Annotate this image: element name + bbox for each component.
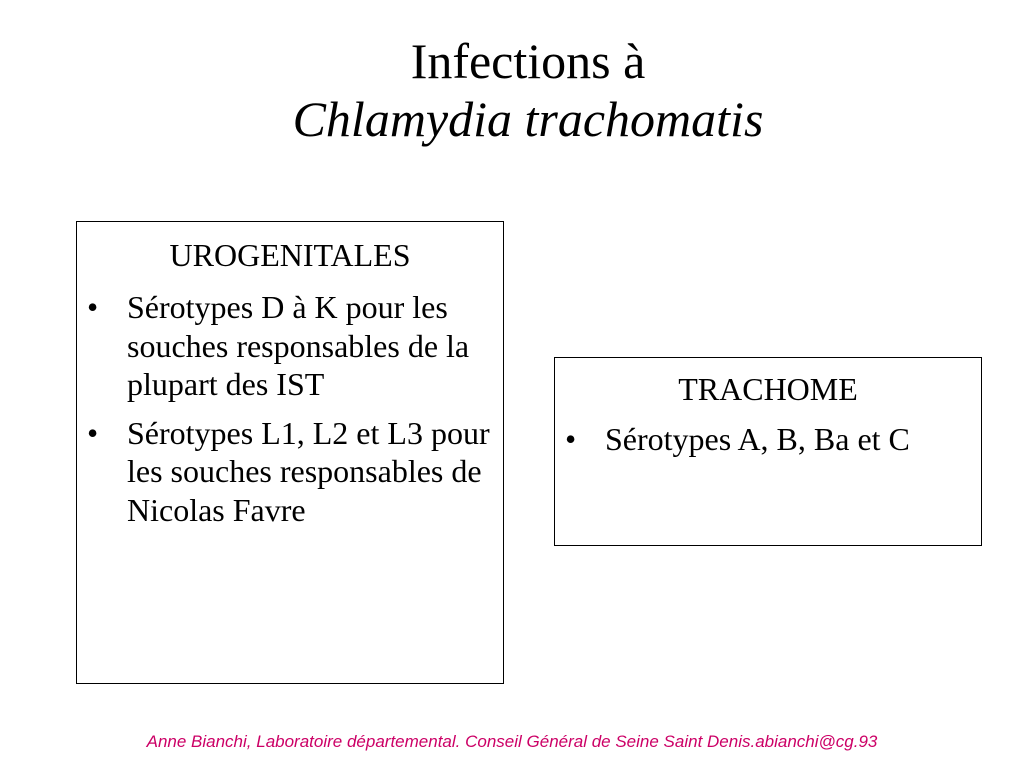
title-line-2-species: Chlamydia trachomatis <box>292 91 764 147</box>
bullet-text: Sérotypes D à K pour les souches responsables de la plupart des IST <box>127 289 470 402</box>
trachome-heading: TRACHOME <box>678 371 858 407</box>
bullet-icon: • <box>565 421 577 457</box>
title-line-1: Infections à <box>410 33 646 89</box>
trachome-bullet-list <box>555 420 981 459</box>
urogenitales-bullet-list <box>77 288 503 529</box>
bullet-text: Sérotypes A, B, Ba et C <box>605 421 910 457</box>
trachome-box <box>554 357 982 546</box>
list-item <box>555 420 981 459</box>
bullet-text: Sérotypes L1, L2 et L3 pour les souches responsables de Nicolas Favre <box>127 414 490 528</box>
urogenitales-heading: UROGENITALES <box>169 237 411 273</box>
bullet-icon: • <box>87 289 99 325</box>
urogenitales-box <box>76 221 504 684</box>
list-item <box>77 288 503 404</box>
list-item <box>77 414 503 530</box>
slide-title <box>0 32 1024 148</box>
footer-credit: Anne Bianchi, Laboratoire départemental. Conseil Général de Seine Saint Denis.abianchi@cg.93 <box>146 732 878 751</box>
bullet-icon: • <box>87 414 99 451</box>
